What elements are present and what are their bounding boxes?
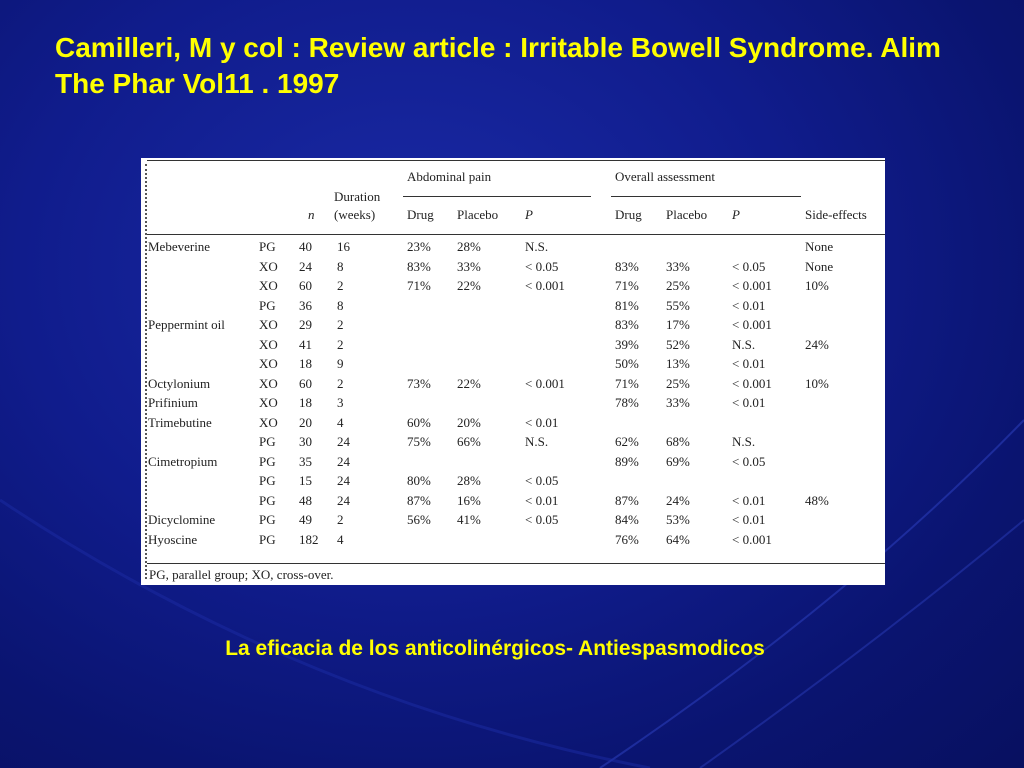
cell-duration: 4 [337,414,344,430]
cell-duration: 8 [337,258,344,274]
cell-duration: 2 [337,512,344,527]
cell-n: 15 [299,473,312,488]
cell-ap-drug: 71% [407,278,431,293]
cell-n: 35 [299,453,312,469]
results-table [141,158,885,585]
cell-ap-drug: 87% [407,492,431,508]
cell-drug-name: Prifinium [148,395,198,410]
cell-oa-drug: 84% [615,512,639,527]
cell-oa-drug: 83% [615,317,639,332]
cell-oa-p: < 0.01 [732,395,766,410]
cell-design: XO [259,375,278,391]
cell-design: PG [259,434,276,449]
table-bottom-rule [147,563,885,564]
slide-caption: La eficacia de los anticolinérgicos- Antiespasmodicos [225,637,765,660]
cell-design: PG [259,473,276,488]
cell-oa-drug: 39% [615,336,639,352]
cell-design: PG [259,239,276,254]
cell-oa-placebo: 25% [666,375,690,391]
col-header-oa-drug: Drug [615,207,642,222]
cell-oa-drug: 89% [615,453,639,469]
cell-drug-name: Cimetropium [148,453,218,469]
col-header-ap-p: P [525,207,533,222]
cell-ap-p: N.S. [525,239,549,254]
col-header-ap-placebo: Placebo [457,207,499,222]
cell-oa-placebo: 13% [666,356,690,371]
cell-oa-placebo: 33% [666,258,690,274]
cell-oa-placebo: 68% [666,434,690,449]
cell-design: XO [259,336,278,352]
cell-n: 60 [299,278,312,293]
cell-duration: 24 [337,492,350,508]
cell-duration: 2 [337,317,344,332]
cell-side-effects: None [805,239,834,254]
col-header-oa-placebo: Placebo [666,207,708,222]
cell-duration: 9 [337,356,344,371]
cell-design: PG [259,453,276,469]
cell-ap-placebo: 33% [457,258,481,274]
cell-oa-p: N.S. [732,434,756,449]
table-top-rule [147,160,885,161]
cell-oa-drug: 76% [615,531,639,547]
cell-side-effects: 10% [805,375,829,391]
cell-n: 18 [299,395,312,410]
cell-n: 41 [299,336,312,352]
cell-duration: 2 [337,336,344,352]
cell-duration: 8 [337,297,344,313]
cell-ap-p: < 0.05 [525,512,559,527]
cell-duration: 24 [337,473,350,488]
cell-ap-placebo: 16% [457,492,481,508]
cell-drug-name: Trimebutine [148,414,212,430]
cell-oa-drug: 83% [615,258,639,274]
cell-duration: 4 [337,531,344,547]
cell-ap-drug: 80% [407,473,431,488]
cell-design: PG [259,531,276,547]
cell-ap-placebo: 66% [457,434,481,449]
cell-oa-placebo: 52% [666,336,690,352]
cell-ap-p: N.S. [525,434,549,449]
col-header-oa-p: P [732,207,740,222]
cell-ap-placebo: 41% [457,512,481,527]
col-header-duration-unit: (weeks) [334,207,376,222]
table-dotted-border [145,164,147,579]
cell-drug-name: Dicyclomine [148,512,216,527]
cell-oa-placebo: 55% [666,297,690,313]
cell-drug-name: Octylonium [148,375,211,391]
cell-oa-placebo: 17% [666,317,690,332]
cell-oa-p: < 0.001 [732,278,772,293]
col-header-n: n [308,207,315,222]
cell-design: PG [259,512,276,527]
cell-oa-p: < 0.05 [732,453,766,469]
cell-duration: 24 [337,453,350,469]
cell-duration: 24 [337,434,350,449]
cell-n: 48 [299,492,312,508]
cell-n: 20 [299,414,312,430]
cell-oa-placebo: 53% [666,512,690,527]
cell-ap-placebo: 20% [457,414,481,430]
cell-ap-p: < 0.001 [525,278,565,293]
cell-n: 30 [299,434,312,449]
cell-drug-name: Hyoscine [148,531,198,547]
cell-ap-drug: 23% [407,239,431,254]
cell-n: 36 [299,297,312,313]
cell-design: PG [259,492,276,508]
cell-n: 182 [299,531,319,547]
cell-ap-p: < 0.001 [525,375,565,391]
cell-oa-drug: 50% [615,356,639,371]
cell-n: 49 [299,512,312,527]
cell-oa-drug: 71% [615,278,639,293]
cell-ap-drug: 73% [407,375,431,391]
cell-design: XO [259,278,278,293]
cell-oa-p: < 0.01 [732,297,766,313]
cell-drug-name: Mebeverine [148,239,211,254]
cell-n: 29 [299,317,312,332]
header-bottom-rule [147,234,885,235]
cell-ap-p: < 0.01 [525,492,559,508]
cell-oa-drug: 62% [615,434,639,449]
cell-design: XO [259,356,278,371]
cell-oa-p: < 0.001 [732,317,772,332]
cell-oa-p: < 0.001 [732,375,772,391]
table-footnote: PG, parallel group; XO, cross-over. [149,567,334,582]
cell-oa-placebo: 69% [666,453,690,469]
col-header-side-effects: Side-effects [805,207,867,222]
cell-n: 60 [299,375,312,391]
group-header-abdominal-pain: Abdominal pain [407,169,492,184]
cell-n: 24 [299,258,312,274]
cell-duration: 3 [337,395,344,410]
cell-n: 40 [299,239,312,254]
cell-side-effects: 24% [805,336,829,352]
cell-oa-p: < 0.001 [732,531,772,547]
col-header-duration: Duration [334,189,381,204]
cell-oa-p: < 0.05 [732,258,766,274]
cell-oa-p: < 0.01 [732,492,766,508]
cell-ap-p: < 0.05 [525,258,559,274]
overall-assessment-rule [611,196,801,197]
col-header-ap-drug: Drug [407,207,434,222]
abdominal-pain-rule [403,196,591,197]
cell-design: XO [259,414,278,430]
cell-oa-p: < 0.01 [732,512,766,527]
cell-drug-name: Peppermint oil [148,317,225,332]
cell-duration: 16 [337,239,350,254]
group-header-overall-assessment: Overall assessment [615,169,716,184]
cell-side-effects: 48% [805,492,829,508]
cell-n: 18 [299,356,312,371]
cell-oa-p: < 0.01 [732,356,766,371]
cell-oa-placebo: 24% [666,492,690,508]
cell-design: XO [259,395,278,410]
cell-oa-drug: 87% [615,492,639,508]
cell-ap-placebo: 28% [457,473,481,488]
slide-title: Camilleri, M y col : Review article : Irritable Bowell Syndrome. Alim The Phar Vol11 . 1997 [55,32,941,99]
cell-ap-placebo: 22% [457,278,481,293]
cell-ap-drug: 83% [407,258,431,274]
cell-oa-placebo: 64% [666,531,690,547]
cell-oa-placebo: 33% [666,395,690,410]
cell-ap-p: < 0.05 [525,473,559,488]
cell-side-effects: None [805,258,834,274]
cell-design: XO [259,317,278,332]
cell-ap-drug: 75% [407,434,431,449]
cell-oa-drug: 71% [615,375,639,391]
cell-side-effects: 10% [805,278,829,293]
cell-oa-placebo: 25% [666,278,690,293]
cell-design: PG [259,297,276,313]
cell-ap-p: < 0.01 [525,414,559,430]
cell-oa-p: N.S. [732,336,756,352]
cell-ap-drug: 56% [407,512,431,527]
cell-duration: 2 [337,375,344,391]
cell-oa-drug: 78% [615,395,639,410]
cell-ap-placebo: 28% [457,239,481,254]
cell-ap-placebo: 22% [457,375,481,391]
cell-duration: 2 [337,278,344,293]
cell-design: XO [259,258,278,274]
cell-oa-drug: 81% [615,297,639,313]
cell-ap-drug: 60% [407,414,431,430]
